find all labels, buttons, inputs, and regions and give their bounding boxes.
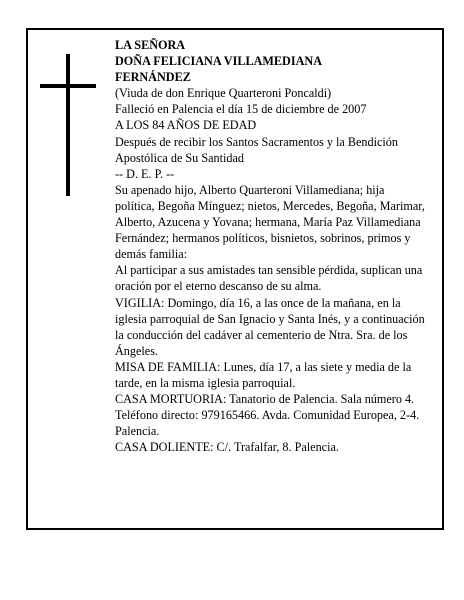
deceased-name-line-2: FERNÁNDEZ <box>115 70 191 85</box>
mortuary-paragraph: CASA MORTUORIA: Tanatorio de Palencia. Sala número 4. Teléfono directo: 979165466. Avda. Comunidad Europea, 2-4. Palencia. <box>115 392 420 439</box>
death-date-line: Falleció en Palencia el día 15 de diciembre de 2007 <box>115 102 367 117</box>
sacraments-paragraph: Después de recibir los Santos Sacramentos y la Bendición Apostólica de Su Santidad <box>115 134 398 165</box>
request-paragraph: Al participar a sus amistades tan sensible pérdida, suplican una oración por el eterno descanso de su alma. <box>115 263 423 294</box>
widow-line: (Viuda de don Enrique Quarteroni Poncaldi) <box>115 86 332 101</box>
home-paragraph: CASA DOLIENTE: C/. Trafalfar, 8. Palencia. <box>115 440 339 455</box>
deceased-name-line-1: DOÑA FELICIANA VILLAMEDIANA <box>115 54 322 69</box>
rip-line: -- D. E. P. -- <box>115 166 175 181</box>
cross-vertical-bar <box>66 54 70 196</box>
title-line: LA SEÑORA <box>115 38 186 52</box>
cross-horizontal-bar <box>40 84 96 88</box>
age-line: A LOS 84 AÑOS DE EDAD <box>115 118 257 133</box>
family-mass-paragraph: MISA DE FAMILIA: Lunes, día 17, a las siete y media de la tarde, en la misma iglesia parroquial. <box>115 359 412 390</box>
family-paragraph: Su apenado hijo, Alberto Quarteroni Villamediana; hija política, Begoña Mínguez; nietos, Mercedes, Begoña, Marimar, Alberto, Azucena y Yovana; hermana, María Paz Villamediana Fernández; hermanos políticos, bisnietos, sobrinos, primos y demás familia: <box>115 182 425 262</box>
obituary-text <box>115 37 427 455</box>
vigil-paragraph: VIGILIA: Domingo, día 16, a las once de la mañana, en la iglesia parroquial de San Ignacio y Santa Inés, y a continuación la conducción del cadáver al cementerio de Ntra. Sra. de los Ángeles. <box>115 295 425 358</box>
